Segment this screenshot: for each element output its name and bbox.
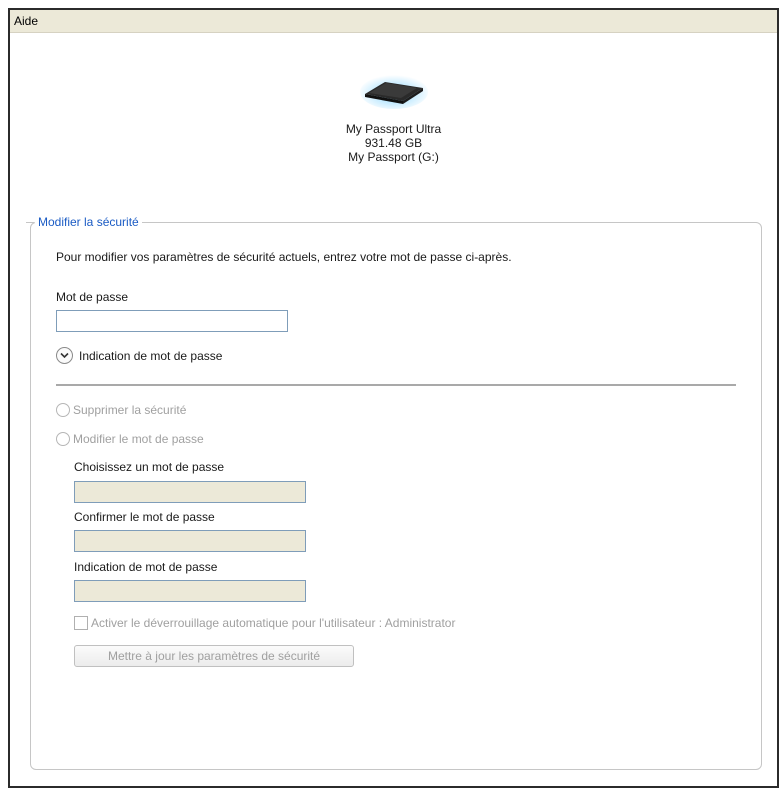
separator bbox=[56, 384, 736, 386]
password-hint-label: Indication de mot de passe bbox=[74, 560, 218, 574]
auto-unlock-label: Activer le déverrouillage automatique pour l'utilisateur : Administrator bbox=[91, 616, 456, 630]
confirm-password-input[interactable] bbox=[74, 530, 306, 552]
password-input[interactable] bbox=[56, 310, 288, 332]
password-hint-input[interactable] bbox=[74, 580, 306, 602]
device-name: My Passport Ultra bbox=[345, 122, 442, 136]
app-window bbox=[8, 8, 779, 788]
password-label: Mot de passe bbox=[56, 290, 129, 304]
remove-security-option[interactable] bbox=[56, 403, 186, 417]
password-hint-toggle-label: Indication de mot de passe bbox=[79, 348, 223, 363]
menu-help[interactable]: Aide bbox=[14, 14, 39, 28]
radio-button[interactable] bbox=[56, 432, 70, 446]
remove-security-label: Supprimer la sécurité bbox=[73, 403, 187, 417]
chevron-down-icon[interactable] bbox=[56, 347, 73, 364]
choose-password-input[interactable] bbox=[74, 481, 306, 503]
radio-button[interactable] bbox=[56, 403, 70, 417]
password-hint-toggle[interactable] bbox=[56, 347, 222, 364]
auto-unlock-checkbox[interactable] bbox=[74, 616, 88, 630]
instructions-text: Pour modifier vos paramètres de sécurité actuels, entrez votre mot de passe ci-après. bbox=[56, 250, 512, 264]
change-password-label: Modifier le mot de passe bbox=[73, 432, 204, 446]
auto-unlock-option[interactable] bbox=[74, 616, 455, 630]
device-capacity: 931.48 GB bbox=[364, 136, 423, 150]
security-group bbox=[30, 215, 762, 770]
device-volume: My Passport (G:) bbox=[348, 150, 439, 164]
device-summary bbox=[10, 70, 777, 164]
choose-password-label: Choisissez un mot de passe bbox=[74, 460, 225, 474]
menu-bar bbox=[10, 10, 777, 33]
external-drive-icon bbox=[359, 70, 429, 110]
update-security-button[interactable]: Mettre à jour les paramètres de sécurité bbox=[74, 645, 354, 667]
change-password-option[interactable] bbox=[56, 432, 204, 446]
confirm-password-label: Confirmer le mot de passe bbox=[74, 510, 215, 524]
group-title: Modifier la sécurité bbox=[35, 215, 142, 229]
